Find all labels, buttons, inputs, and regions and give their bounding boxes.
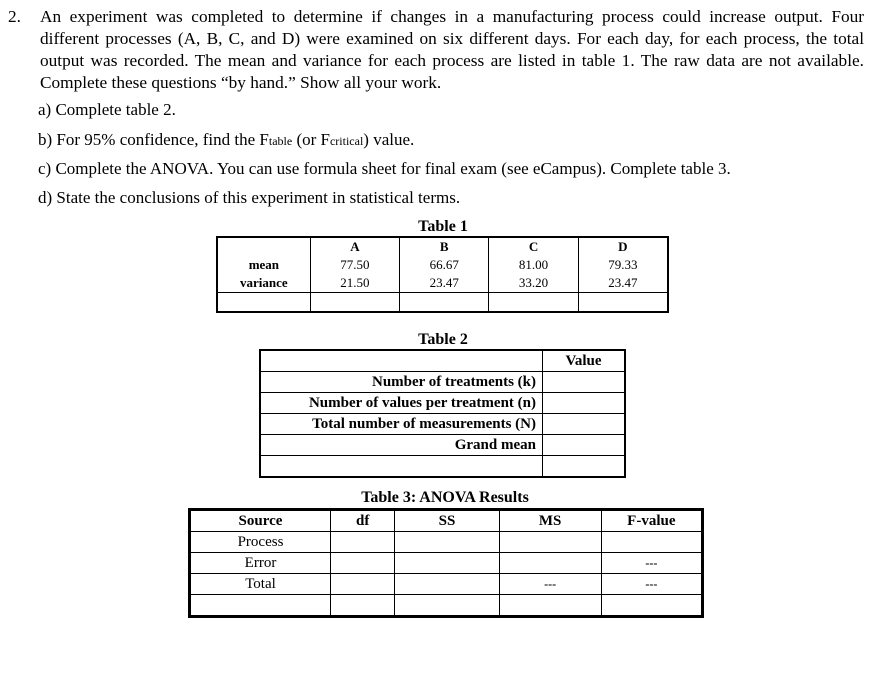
table1-cell: 66.67 [400, 256, 489, 274]
question-b-sub-table: table [268, 134, 293, 148]
table2-value-header: Value [543, 350, 626, 372]
table1-col-header: D [578, 237, 668, 256]
problem-number: 2. [8, 7, 21, 26]
table3-row-total [190, 574, 703, 595]
table1 [216, 236, 669, 313]
question-b-pre: b) For 95% confidence, find the F [38, 130, 269, 149]
table3-empty-row [190, 595, 703, 617]
table3-row-error [190, 553, 703, 574]
table2-row-label: Number of treatments (k) [260, 372, 543, 393]
table1-col-header: C [489, 237, 578, 256]
table1-cell: 33.20 [489, 274, 578, 293]
question-b [38, 130, 414, 150]
table2-row [260, 435, 625, 456]
table3-cell[interactable] [499, 532, 601, 553]
question-b-post: ) value. [363, 130, 415, 149]
table3-dash-cell: --- [601, 574, 702, 595]
table2-row-label: Grand mean [260, 435, 543, 456]
table1-caption: Table 1 [418, 218, 468, 235]
table1-cell: 77.50 [310, 256, 399, 274]
table1-corner-cell [217, 237, 310, 256]
table2-row-label: Total number of measurements (N) [260, 414, 543, 435]
table3-cell[interactable] [331, 574, 395, 595]
table3 [188, 508, 704, 618]
table3-row-label: Process [190, 532, 331, 553]
table2-value-cell[interactable] [543, 414, 626, 435]
problem-text: An experiment was completed to determine if changes in a manufacturing process could increase output. Four different processes (A, B, C, and D) were examined on six different days. For each day, for each process, the total output was recorded. The mean and variance for each process are listed in table 1. The raw data are not available. Complete these questions “by hand.” Show all your work. [40, 7, 864, 92]
table3-header-source: Source [190, 510, 331, 532]
table3-row-label: Error [190, 553, 331, 574]
table2-corner-cell [260, 350, 543, 372]
table3-caption: Table 3: ANOVA Results [361, 489, 529, 506]
question-c: c) Complete the ANOVA. You can use formula sheet for final exam (see eCampus). Complete table 3. [38, 159, 731, 178]
table3-cell[interactable] [395, 574, 499, 595]
table2-row [260, 372, 625, 393]
table2-caption: Table 2 [418, 331, 468, 348]
table1-row-mean [217, 256, 668, 274]
table3-cell[interactable] [331, 532, 395, 553]
table3-cell[interactable] [395, 532, 499, 553]
table3-row-process [190, 532, 703, 553]
table1-header-row [217, 237, 668, 256]
table1-row-label: mean [217, 256, 310, 274]
table2 [259, 349, 626, 478]
table2-value-cell[interactable] [543, 372, 626, 393]
table2-row-label: Number of values per treatment (n) [260, 393, 543, 414]
table1-cell: 81.00 [489, 256, 578, 274]
table3-header-ms: MS [499, 510, 601, 532]
table2-value-cell[interactable] [543, 435, 626, 456]
table3-dash-cell: --- [601, 553, 702, 574]
table3-cell[interactable] [395, 553, 499, 574]
table2-empty-row [260, 456, 625, 478]
table1-cell: 79.33 [578, 256, 668, 274]
table3-dash-cell: --- [499, 574, 601, 595]
table3-row-label: Total [190, 574, 331, 595]
table1-row-label: variance [217, 274, 310, 293]
table1-col-header: A [310, 237, 399, 256]
table3-cell[interactable] [601, 532, 702, 553]
question-b-mid: (or F [292, 130, 330, 149]
table2-row [260, 414, 625, 435]
table3-cell[interactable] [499, 553, 601, 574]
table3-cell[interactable] [331, 553, 395, 574]
question-d: d) State the conclusions of this experiment in statistical terms. [38, 188, 461, 207]
table1-empty-row [217, 293, 668, 313]
table1-cell: 23.47 [578, 274, 668, 293]
table2-value-cell[interactable] [543, 393, 626, 414]
table2-header-row [260, 350, 625, 372]
table2-row [260, 393, 625, 414]
table3-header-df: df [331, 510, 395, 532]
table3-header-f-value: F-value [601, 510, 702, 532]
table1-row-variance [217, 274, 668, 293]
table1-cell: 21.50 [310, 274, 399, 293]
table1-cell: 23.47 [400, 274, 489, 293]
table3-header-ss: SS [395, 510, 499, 532]
table3-header-row [190, 510, 703, 532]
table1-col-header: B [400, 237, 489, 256]
question-a: a) Complete table 2. [38, 100, 176, 119]
problem-statement [4, 6, 864, 94]
question-b-sub-critical: critical [329, 134, 364, 148]
